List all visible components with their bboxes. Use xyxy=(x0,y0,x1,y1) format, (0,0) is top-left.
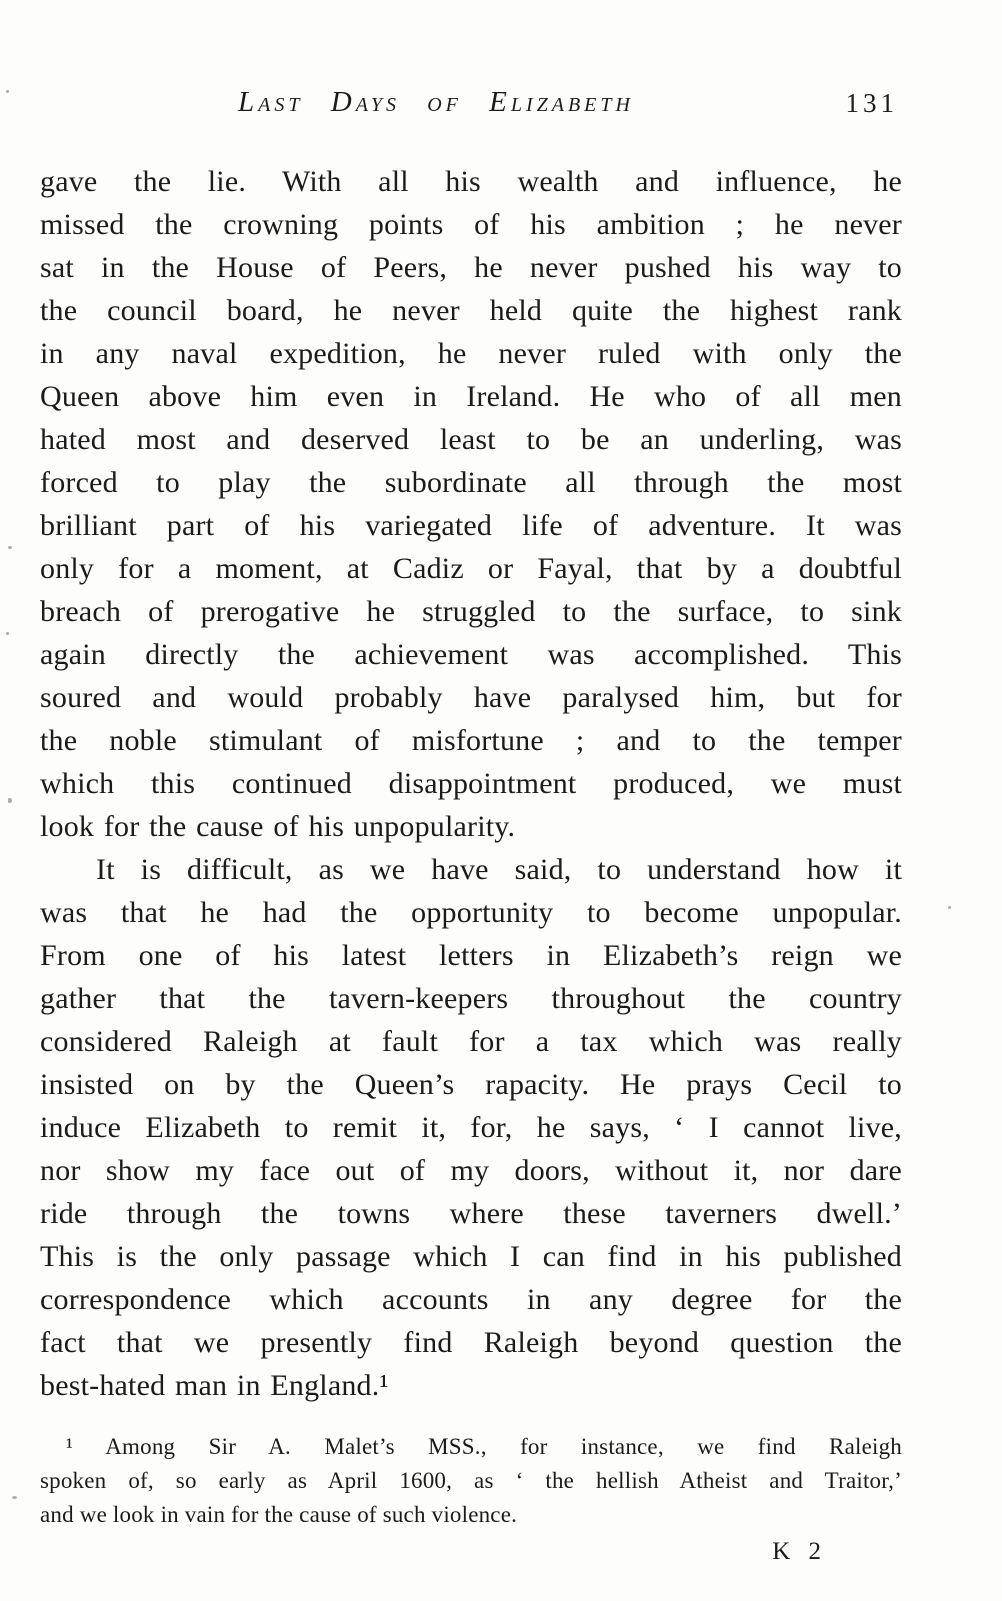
text-line: insisted on by the Queen’s rapacity. He prays Cecil to xyxy=(40,1068,902,1101)
text-line: Queen above him even in Ireland. He who of all men xyxy=(40,380,902,413)
running-head xyxy=(40,86,902,126)
text-line: the noble stimulant of misfortune ; and to the temper xyxy=(40,724,902,757)
text-line: It is difficult, as we have said, to understand how it xyxy=(96,853,902,886)
text-line: nor show my face out of my doors, without it, nor dare xyxy=(40,1154,902,1187)
footnote xyxy=(40,1430,902,1532)
text-line: in any naval expedition, he never ruled with only the xyxy=(40,337,902,370)
text-line: considered Raleigh at fault for a tax which was really xyxy=(40,1025,902,1058)
text-line: correspondence which accounts in any degree for the xyxy=(40,1283,902,1316)
text-line: This is the only passage which I can find in his published xyxy=(40,1240,902,1273)
text-line: look for the cause of his unpopularity. xyxy=(40,810,516,843)
text-line: From one of his latest letters in Elizabeth’s reign we xyxy=(40,939,902,972)
footnote-line: ¹ Among Sir A. Malet’s MSS., for instance, we find Raleigh xyxy=(66,1434,902,1459)
running-head-title: Last Days of Elizabeth xyxy=(238,86,634,118)
text-line: ride through the towns where these taverners dwell.’ xyxy=(40,1197,902,1230)
scan-speck xyxy=(6,632,9,635)
text-line: was that he had the opportunity to become unpopular. xyxy=(40,896,902,929)
scan-speck xyxy=(948,906,951,909)
scan-speck xyxy=(12,1496,17,1499)
text-line: fact that we presently find Raleigh beyond question the xyxy=(40,1326,902,1359)
scan-speck xyxy=(8,546,12,549)
text-line: breach of prerogative he struggled to the surface, to sink xyxy=(40,595,902,628)
text-line: the council board, he never held quite the highest rank xyxy=(40,294,902,327)
text-line: gave the lie. With all his wealth and influence, he xyxy=(40,165,902,198)
text-line: induce Elizabeth to remit it, for, he says, ‘ I cannot live, xyxy=(40,1111,902,1144)
text-line: gather that the tavern-keepers throughout the country xyxy=(40,982,902,1015)
scan-speck xyxy=(6,90,9,93)
page-number: 131 xyxy=(845,88,898,118)
body-text xyxy=(40,160,902,1407)
text-line: best-hated man in England.¹ xyxy=(40,1369,389,1402)
text-line: soured and would probably have paralysed him, but for xyxy=(40,681,902,714)
text-line: which this continued disappointment produced, we must xyxy=(40,767,902,800)
footnote-line: spoken of, so early as April 1600, as ‘ the hellish Atheist and Traitor,’ xyxy=(40,1468,902,1493)
text-line: again directly the achievement was accomplished. This xyxy=(40,638,902,671)
signature-mark: K 2 xyxy=(772,1538,827,1565)
footnote-line: and we look in vain for the cause of such violence. xyxy=(40,1502,518,1527)
scan-speck xyxy=(8,798,12,803)
text-line: forced to play the subordinate all through the most xyxy=(40,466,902,499)
text-line: only for a moment, at Cadiz or Fayal, that by a doubtful xyxy=(40,552,902,585)
text-line: missed the crowning points of his ambition ; he never xyxy=(40,208,902,241)
text-line: hated most and deserved least to be an underling, was xyxy=(40,423,902,456)
text-line: sat in the House of Peers, he never pushed his way to xyxy=(40,251,902,284)
text-line: brilliant part of his variegated life of adventure. It was xyxy=(40,509,902,542)
